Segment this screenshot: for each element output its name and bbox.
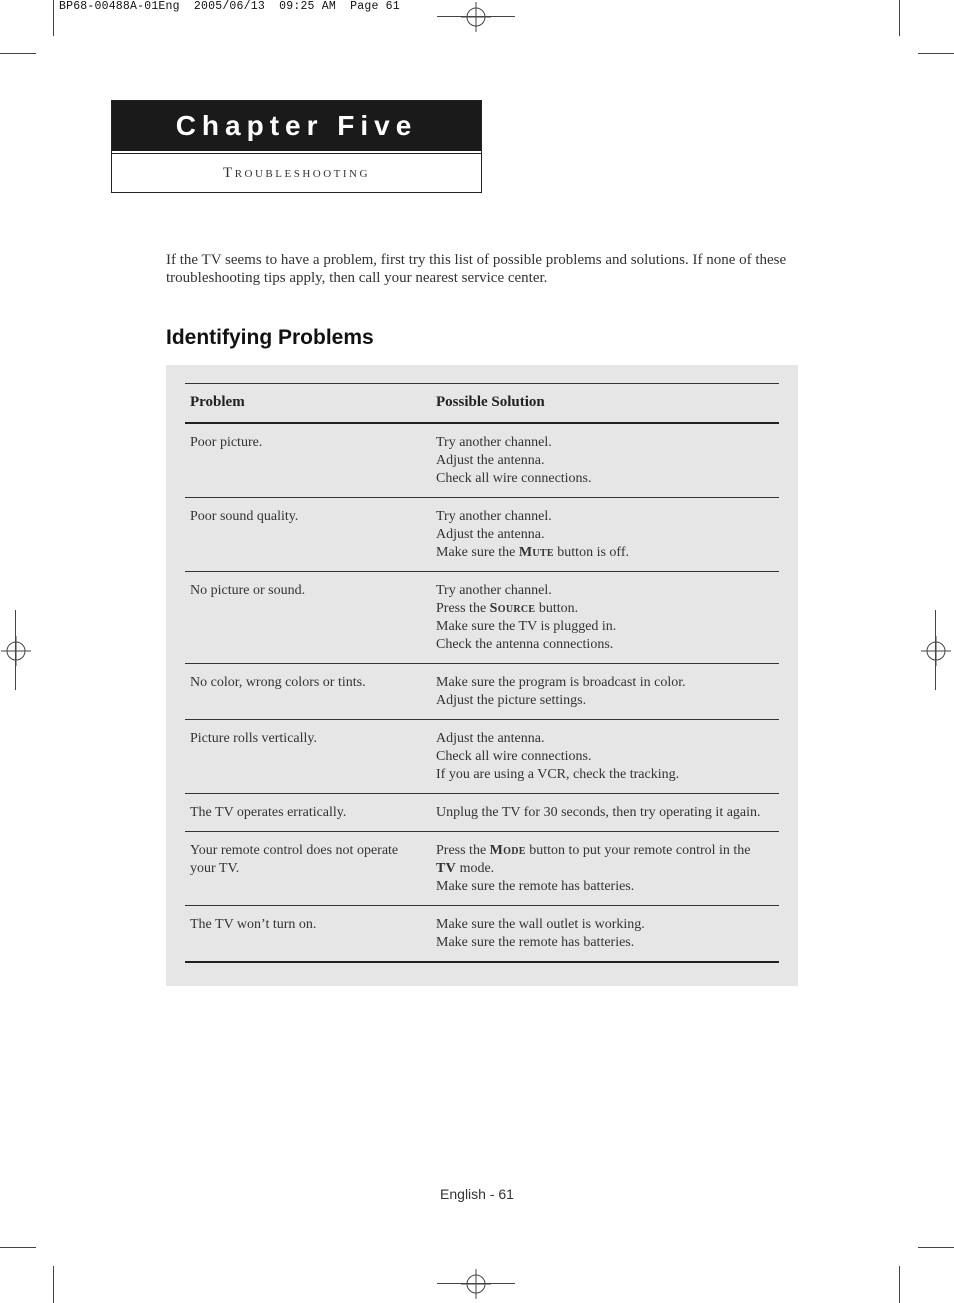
solution-text: Press the (436, 601, 490, 616)
crop-mark (899, 0, 900, 36)
solution-text: Make sure the remote has batteries. (436, 879, 635, 894)
solution-text: Check all wire connections. (436, 471, 592, 486)
problem-cell: No picture or sound. (185, 572, 431, 664)
solution-text: Make sure the remote has batteries. (436, 935, 635, 950)
solution-line (436, 748, 774, 766)
solution-text: Press the (436, 843, 490, 858)
chapter-header (111, 100, 482, 193)
print-slug: BP68-00488A-01Eng 2005/06/13 09:25 AM Page 61 (59, 0, 400, 13)
troubleshooting-panel (166, 365, 798, 986)
table-row (185, 572, 779, 664)
solution-text: Adjust the antenna. (436, 453, 545, 468)
troubleshooting-table (185, 383, 779, 963)
page-number: English - 61 (440, 1186, 514, 1202)
header-solution: Possible Solution (431, 384, 779, 424)
crop-mark (0, 1247, 36, 1248)
problem-cell: No color, wrong colors or tints. (185, 664, 431, 720)
crop-mark (918, 1247, 954, 1248)
table-row (185, 664, 779, 720)
solution-cell (431, 572, 779, 664)
solution-text: Try another channel. (436, 583, 552, 598)
solution-text: Unplug the TV for 30 seconds, then try operating it again. (436, 805, 761, 820)
solution-line (436, 842, 774, 878)
crop-mark (899, 1266, 900, 1303)
problem-cell: The TV won’t turn on. (185, 906, 431, 963)
crop-mark (0, 53, 36, 54)
solution-text: button to put your remote control in the (525, 843, 751, 858)
solution-line (436, 600, 774, 618)
chapter-subtitle: Troubleshooting (112, 153, 481, 193)
solution-text: Make sure the wall outlet is working. (436, 917, 645, 932)
solution-line (436, 878, 774, 896)
button-keyword: Source (489, 601, 536, 616)
table-row (185, 794, 779, 832)
crop-mark (53, 0, 54, 36)
solution-text: Try another channel. (436, 435, 552, 450)
solution-cell (431, 906, 779, 963)
solution-line (436, 916, 774, 934)
intro-paragraph: If the TV seems to have a problem, first try this list of possible problems and solutions. If none of these troubleshooting tips apply, then call your nearest service center. (166, 252, 787, 286)
button-keyword: Mute (518, 545, 554, 560)
table-row (185, 906, 779, 963)
registration-mark-icon (921, 636, 951, 666)
solution-cell (431, 664, 779, 720)
solution-line (436, 544, 774, 562)
table-row (185, 720, 779, 794)
solution-text: Try another channel. (436, 509, 552, 524)
solution-line (436, 452, 774, 470)
registration-mark-icon (461, 1269, 491, 1299)
solution-line (436, 692, 774, 710)
solution-text: Make sure the program is broadcast in color. (436, 675, 686, 690)
solution-line (436, 526, 774, 544)
solution-line (436, 582, 774, 600)
table-row (185, 498, 779, 572)
table-row (185, 832, 779, 906)
table-body (185, 423, 779, 962)
solution-line (436, 434, 774, 452)
solution-line (436, 730, 774, 748)
chapter-title-bar (112, 101, 481, 153)
problem-cell: Picture rolls vertically. (185, 720, 431, 794)
solution-line (436, 636, 774, 654)
section-heading: Identifying Problems (166, 326, 374, 349)
table-header-row (185, 384, 779, 424)
solution-cell (431, 832, 779, 906)
solution-cell (431, 423, 779, 498)
solution-text: Make sure the TV is plugged in. (436, 619, 617, 634)
crop-mark (918, 53, 954, 54)
solution-text: Make sure the (436, 545, 519, 560)
solution-text: Adjust the antenna. (436, 527, 545, 542)
header-problem: Problem (185, 384, 431, 424)
table-row (185, 423, 779, 498)
solution-text: Check the antenna connections. (436, 637, 614, 652)
solution-text: button is off. (553, 545, 629, 560)
button-keyword: TV (436, 861, 457, 876)
solution-text: Adjust the picture settings. (436, 693, 587, 708)
problem-cell: Poor picture. (185, 423, 431, 498)
registration-mark-icon (461, 2, 491, 32)
solution-line (436, 508, 774, 526)
solution-cell (431, 720, 779, 794)
crop-mark (53, 1266, 54, 1303)
chapter-title: Chapter Five (175, 110, 418, 141)
solution-cell (431, 498, 779, 572)
solution-line (436, 674, 774, 692)
solution-cell (431, 794, 779, 832)
problem-cell: Your remote control does not operate your TV. (185, 832, 431, 906)
solution-text: mode. (456, 861, 495, 876)
solution-line (436, 804, 774, 822)
button-keyword: Mode (489, 843, 526, 858)
problem-cell: The TV operates erratically. (185, 794, 431, 832)
solution-line (436, 766, 774, 784)
registration-mark-icon (1, 636, 31, 666)
solution-text: If you are using a VCR, check the tracking. (436, 767, 680, 782)
solution-line (436, 934, 774, 952)
solution-text: button. (535, 601, 579, 616)
solution-text: Check all wire connections. (436, 749, 592, 764)
solution-line (436, 470, 774, 488)
solution-text: Adjust the antenna. (436, 731, 545, 746)
problem-cell: Poor sound quality. (185, 498, 431, 572)
solution-line (436, 618, 774, 636)
